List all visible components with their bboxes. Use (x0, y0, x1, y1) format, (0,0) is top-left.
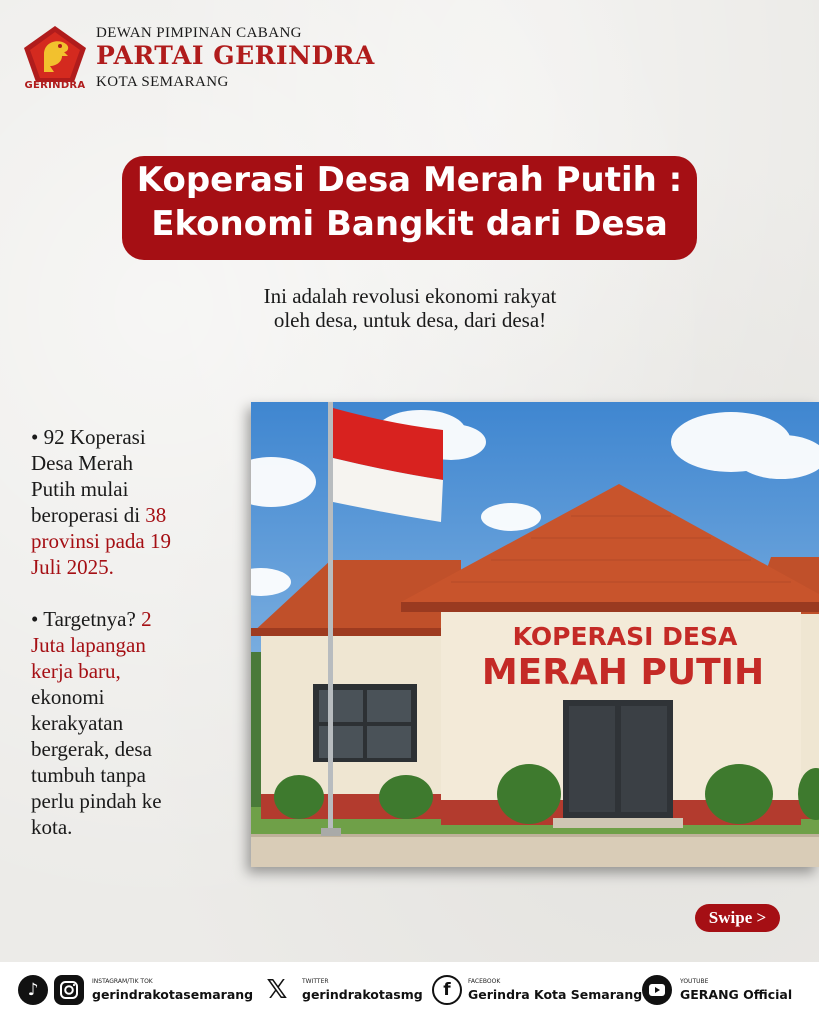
footer-handle: GERANG Official (680, 987, 793, 1002)
logo-wordmark: GERINDRA (24, 80, 86, 91)
sign-line-1: KOPERASI DESA (512, 622, 738, 651)
subtitle-line-1: Ini adalah revolusi ekonomi rakyat (263, 284, 557, 308)
footer-label: FACEBOOK (468, 978, 501, 985)
page-title (122, 158, 697, 246)
bullet-text: Putih mulai (31, 477, 129, 501)
bullet-1 (31, 424, 231, 580)
bullet-highlight: 38 (145, 503, 167, 527)
bullet-text: tumbuh tanpa (31, 763, 146, 787)
x-twitter-icon: 𝕏 (266, 975, 288, 1005)
footer-social-instagram-tiktok[interactable] (18, 975, 254, 1009)
org-city: KOTA SEMARANG (96, 74, 229, 90)
bullet-highlight: kerja baru, (31, 659, 121, 683)
title-line-2: Ekonomi Bangkit dari Desa (151, 204, 668, 244)
swipe-button[interactable]: Swipe > (695, 904, 780, 932)
bullet-text: Desa Merah (31, 451, 134, 475)
bullet-text: kerakyatan (31, 711, 124, 735)
title-line-1: Koperasi Desa Merah Putih : (136, 160, 683, 200)
facebook-icon: f (432, 975, 462, 1005)
bullet-text: kota. (31, 815, 73, 839)
footer-social-twitter[interactable] (262, 975, 422, 1009)
bullet-text: ekonomi (31, 685, 105, 709)
bullet-2 (31, 606, 231, 840)
bullet-text: bergerak, desa (31, 737, 152, 761)
subtitle-line-2: oleh desa, untuk desa, dari desa! (273, 308, 547, 332)
bullet-highlight: 2 (141, 607, 152, 631)
footer-handle: gerindrakotasemarang (92, 987, 254, 1002)
instagram-icon (54, 975, 84, 1005)
bullet-highlight: provinsi pada 19 (31, 529, 171, 553)
subtitle (180, 284, 640, 332)
bullet-text: • Targetnya? (31, 607, 142, 631)
footer-handle: Gerindra Kota Semarang (468, 987, 643, 1002)
bullet-highlight: Juli 2025. (31, 555, 114, 579)
bullet-text: perlu pindah ke (31, 789, 162, 813)
footer-social-youtube[interactable] (642, 975, 812, 1009)
sign-line-2: MERAH PUTIH (481, 652, 765, 693)
footer-label: TWITTER (302, 978, 329, 985)
youtube-icon (642, 975, 672, 1005)
footer-label: INSTAGRAM/TIK TOK (92, 978, 153, 985)
tiktok-icon: ♪ (18, 975, 48, 1005)
footer-label: YOUTUBE (680, 978, 709, 985)
footer-social-facebook[interactable] (432, 975, 643, 1009)
org-line-1: DEWAN PIMPINAN CABANG (96, 25, 302, 41)
cooperative-building-image (251, 402, 819, 867)
bullet-list (31, 424, 231, 866)
org-name: PARTAI GERINDRA (96, 41, 375, 70)
footer-handle: gerindrakotasmg (302, 987, 423, 1002)
bullet-text: • 92 Koperasi (31, 425, 146, 449)
bullet-text: beroperasi di (31, 503, 146, 527)
bullet-highlight: Juta lapangan (31, 633, 146, 657)
